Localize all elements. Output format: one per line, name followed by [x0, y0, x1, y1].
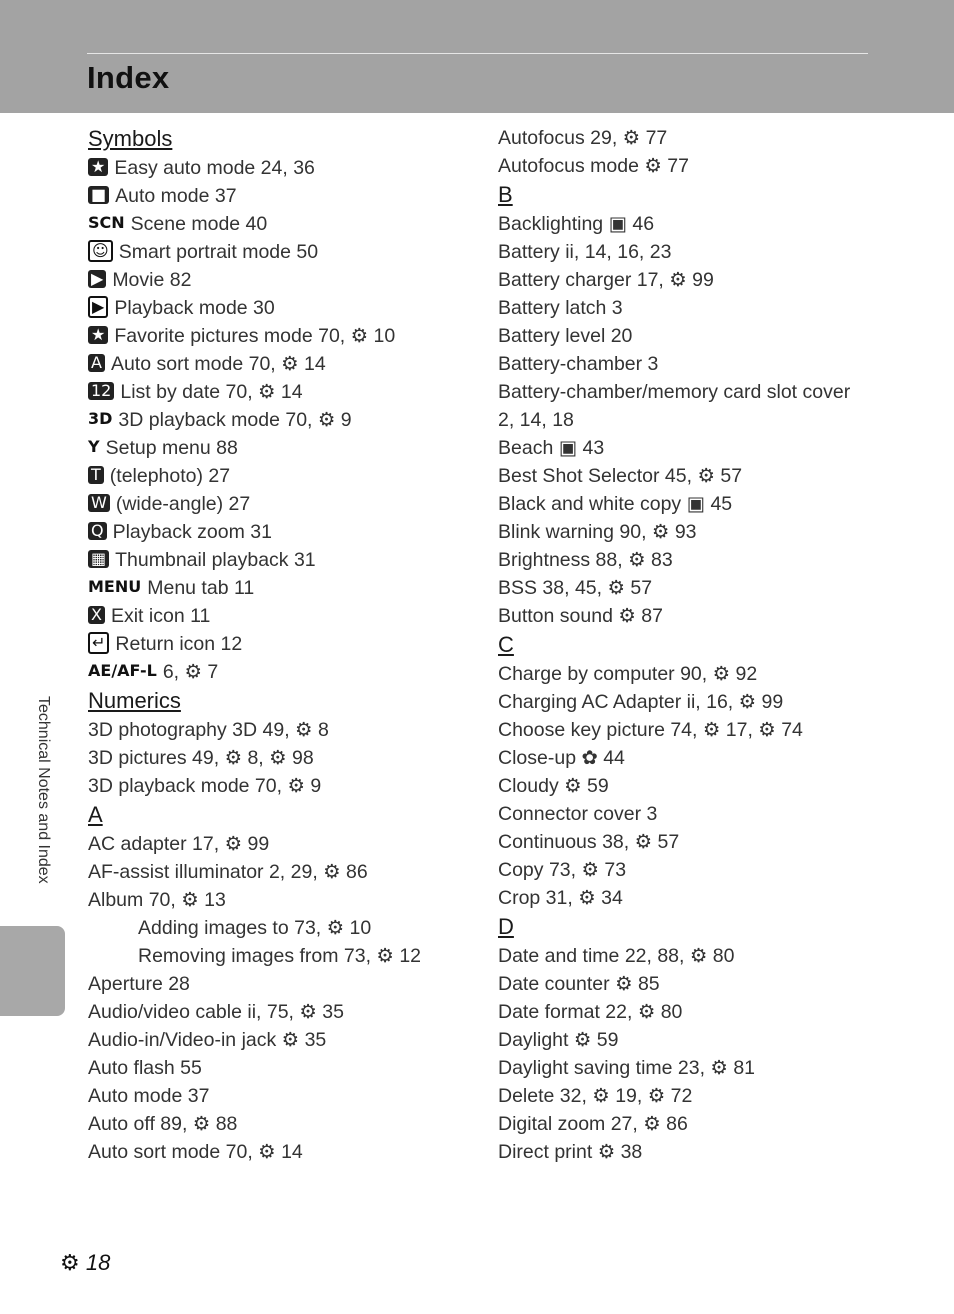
- section-side-label: Technical Notes and Index: [35, 696, 52, 884]
- index-entry-text: Autofocus mode ⚙ 77: [498, 155, 689, 177]
- index-entry-text: 3D playback mode 70, ⚙ 9: [88, 775, 322, 797]
- section-tab: [0, 926, 65, 1016]
- index-entry-text: Autofocus 29, ⚙ 77: [498, 127, 668, 149]
- index-entry-text: Aperture 28: [88, 973, 190, 995]
- index-entry: [88, 998, 478, 1026]
- index-entry-text: Direct print ⚙ 38: [498, 1141, 643, 1163]
- return-icon: ↵: [88, 632, 109, 654]
- index-entry-text: C: [498, 632, 514, 657]
- 3d-icon: 3D: [88, 409, 113, 428]
- index-entry-text: Easy auto mode 24, 36: [114, 157, 315, 179]
- index-entry: [88, 350, 478, 378]
- index-section-heading: [88, 124, 478, 154]
- index-entry-text: AC adapter 17, ⚙ 99: [88, 833, 270, 855]
- index-entry-text: B: [498, 182, 513, 207]
- index-entry: [88, 1026, 478, 1054]
- index-entry: [498, 210, 878, 238]
- index-entry-text: Scene mode 40: [130, 213, 268, 235]
- index-entry-text: Connector cover 3: [498, 803, 658, 825]
- auto-sort-icon: A: [88, 354, 105, 372]
- index-entry-text: Crop 31, ⚙ 34: [498, 887, 623, 909]
- index-entry: [498, 490, 878, 518]
- index-entry: [88, 858, 478, 886]
- index-entry-text: Backlighting ▣ 46: [498, 213, 655, 235]
- index-entry: [498, 856, 878, 884]
- index-entry-text: Choose key picture 74, ⚙ 17, ⚙ 74: [498, 719, 803, 741]
- index-entry: [498, 942, 878, 970]
- index-entry: [498, 1026, 878, 1054]
- index-entry: [498, 378, 878, 406]
- index-entry-text: Black and white copy ▣ 45: [498, 493, 733, 515]
- index-entry-text: 3D photography 3D 49, ⚙ 8: [88, 719, 329, 741]
- index-entry-text: Date counter ⚙ 85: [498, 973, 660, 995]
- index-entry: [498, 772, 878, 800]
- index-entry: [498, 322, 878, 350]
- index-entry-text: Delete 32, ⚙ 19, ⚙ 72: [498, 1085, 693, 1107]
- index-entry: [498, 238, 878, 266]
- index-entry: [88, 182, 478, 210]
- index-entry: [88, 210, 478, 238]
- menu-icon: MENU: [88, 577, 142, 596]
- index-entry-text: Date and time 22, 88, ⚙ 80: [498, 945, 735, 967]
- index-entry: [88, 744, 478, 772]
- index-entry: [498, 350, 878, 378]
- index-entry-text: Setup menu 88: [105, 437, 238, 459]
- index-entry-text: Digital zoom 27, ⚙ 86: [498, 1113, 688, 1135]
- index-entry-text: Battery latch 3: [498, 297, 623, 319]
- index-entry: [498, 828, 878, 856]
- index-entry-text: Battery charger 17, ⚙ 99: [498, 269, 714, 291]
- index-entry-text: Button sound ⚙ 87: [498, 605, 663, 627]
- thumbnail-icon: ▦: [88, 550, 109, 568]
- index-entry: [88, 490, 478, 518]
- index-entry-text: Battery ii, 14, 16, 23: [498, 241, 672, 263]
- wrench-icon: Y: [88, 437, 100, 456]
- index-entry-text: Continuous 38, ⚙ 57: [498, 831, 680, 853]
- index-entry-text: Movie 82: [112, 269, 192, 291]
- index-entry: [498, 546, 878, 574]
- index-entry-text: Playback zoom 31: [112, 521, 272, 543]
- index-subentry: [88, 942, 478, 970]
- index-entry: [88, 630, 478, 658]
- index-entry: [498, 998, 878, 1026]
- index-entry-text: Auto sort mode 70, ⚙ 14: [88, 1141, 303, 1163]
- index-entry: [88, 238, 478, 266]
- index-entry: [498, 462, 878, 490]
- index-entry-text: Thumbnail playback 31: [115, 549, 316, 571]
- index-entry: [498, 124, 878, 152]
- index-entry-text: AF-assist illuminator 2, 29, ⚙ 86: [88, 861, 368, 883]
- index-entry: [88, 462, 478, 490]
- index-entry-text: Copy 73, ⚙ 73: [498, 859, 627, 881]
- index-entry: [88, 294, 478, 322]
- header-band: [0, 0, 954, 113]
- index-column-left: [88, 124, 478, 1166]
- index-entry: [88, 886, 478, 914]
- index-section-heading: [88, 686, 478, 716]
- playback-icon: ▶: [88, 296, 108, 318]
- index-entry-text: Battery-chamber/memory card slot cover: [498, 381, 851, 403]
- index-entry-text: Album 70, ⚙ 13: [88, 889, 226, 911]
- camera-icon: ■: [88, 186, 109, 204]
- index-entry-text: Playback mode 30: [114, 297, 275, 319]
- index-entry: [498, 1082, 878, 1110]
- index-entry: [498, 602, 878, 630]
- index-section-heading: [498, 630, 878, 660]
- scene-icon: SCN: [88, 213, 125, 232]
- index-entry-text: List by date 70, ⚙ 14: [120, 381, 303, 403]
- index-entry-text: Return icon 12: [115, 633, 243, 655]
- telephoto-icon: T: [88, 466, 104, 484]
- index-entry-text: A: [88, 802, 103, 827]
- index-entry-text: (wide-angle) 27: [115, 493, 251, 515]
- index-entry-text: Smart portrait mode 50: [118, 241, 319, 263]
- index-entry: [88, 266, 478, 294]
- index-entry-text: Daylight ⚙ 59: [498, 1029, 619, 1051]
- index-entry-text: Battery-chamber 3: [498, 353, 659, 375]
- index-entry: [498, 688, 878, 716]
- index-entry: [88, 1054, 478, 1082]
- index-entry: [498, 1138, 878, 1166]
- index-entry-text: Cloudy ⚙ 59: [498, 775, 609, 797]
- index-entry: [88, 772, 478, 800]
- index-entry: [498, 744, 878, 772]
- index-entry: [498, 574, 878, 602]
- index-entry-text: Removing images from 73, ⚙ 12: [138, 945, 422, 967]
- index-entry-text: Audio/video cable ii, 75, ⚙ 35: [88, 1001, 344, 1023]
- index-entry-text: 3D pictures 49, ⚙ 8, ⚙ 98: [88, 747, 314, 769]
- index-entry: [88, 1138, 478, 1166]
- wide-angle-icon: W: [88, 494, 110, 512]
- index-section-heading: [498, 180, 878, 210]
- index-entry-text: Date format 22, ⚙ 80: [498, 1001, 683, 1023]
- index-entry-text: Numerics: [88, 688, 181, 713]
- index-entry-text: Blink warning 90, ⚙ 93: [498, 521, 697, 543]
- index-entry-text: Brightness 88, ⚙ 83: [498, 549, 673, 571]
- index-entry-text: Beach ▣ 43: [498, 437, 605, 459]
- index-entry: [498, 294, 878, 322]
- index-entry-text: Symbols: [88, 126, 173, 151]
- index-entry-text: Exit icon 11: [110, 605, 211, 627]
- index-entry-text: Audio-in/Video-in jack ⚙ 35: [88, 1029, 327, 1051]
- index-entry-text: Close-up ✿ 44: [498, 747, 625, 769]
- index-subentry: [88, 914, 478, 942]
- index-entry: [88, 546, 478, 574]
- index-entry: [498, 800, 878, 828]
- index-entry: [88, 1110, 478, 1138]
- index-entry-text: Charge by computer 90, ⚙ 92: [498, 663, 758, 685]
- page-title: Index: [87, 60, 170, 95]
- index-entry: [88, 154, 478, 182]
- index-entry: [88, 830, 478, 858]
- index-entry: [498, 266, 878, 294]
- header-divider: [87, 53, 868, 54]
- index-entry: [498, 406, 878, 434]
- index-entry: [88, 602, 478, 630]
- index-entry-text: Favorite pictures mode 70, ⚙ 10: [114, 325, 396, 347]
- index-entry: [88, 658, 478, 686]
- index-entry: [498, 152, 878, 180]
- easy-auto-icon: ★: [88, 158, 108, 176]
- index-entry: [88, 322, 478, 350]
- index-entry-text: (telephoto) 27: [109, 465, 231, 487]
- index-entry: [498, 716, 878, 744]
- index-entry: [88, 406, 478, 434]
- index-entry: [88, 970, 478, 998]
- index-entry: [88, 574, 478, 602]
- index-entry-text: D: [498, 914, 514, 939]
- index-entry: [88, 378, 478, 406]
- index-entry: [498, 970, 878, 998]
- zoom-icon: Q: [88, 522, 107, 540]
- smart-portrait-icon: ☺: [88, 240, 113, 262]
- index-entry: [88, 1082, 478, 1110]
- index-entry-text: Battery level 20: [498, 325, 633, 347]
- index-entry-text: Menu tab 11: [147, 577, 255, 599]
- index-entry: [498, 884, 878, 912]
- index-column-right: [498, 124, 878, 1166]
- index-entry: [88, 518, 478, 546]
- exit-icon: X: [88, 606, 105, 624]
- index-entry-text: Daylight saving time 23, ⚙ 81: [498, 1057, 756, 1079]
- index-entry: [88, 716, 478, 744]
- index-entry-text: Adding images to 73, ⚙ 10: [138, 917, 372, 939]
- favorite-icon: ★: [88, 326, 108, 344]
- index-entry-text: Auto flash 55: [88, 1057, 202, 1079]
- index-entry: [498, 1110, 878, 1138]
- index-entry-text: 3D playback mode 70, ⚙ 9: [118, 409, 352, 431]
- index-entry-text: BSS 38, 45, ⚙ 57: [498, 577, 653, 599]
- index-entry-text: Auto off 89, ⚙ 88: [88, 1113, 238, 1135]
- index-entry-text: 6, ⚙ 7: [162, 661, 219, 683]
- index-entry-text: Best Shot Selector 45, ⚙ 57: [498, 465, 743, 487]
- index-entry-text: Auto sort mode 70, ⚙ 14: [110, 353, 326, 375]
- page-number: ⚙ 18: [60, 1250, 111, 1275]
- index-entry: [498, 660, 878, 688]
- index-entry: [498, 1054, 878, 1082]
- index-entry: [498, 434, 878, 462]
- index-section-heading: [498, 912, 878, 942]
- index-entry-text: Auto mode 37: [115, 185, 237, 207]
- movie-icon: ▶: [88, 270, 106, 288]
- ae-af-lock-icon: AE/AF-L: [88, 661, 157, 680]
- list-by-date-icon: 12: [88, 382, 114, 400]
- index-entry-text: 2, 14, 18: [498, 409, 574, 431]
- index-entry: [88, 434, 478, 462]
- index-section-heading: [88, 800, 478, 830]
- index-entry: [498, 518, 878, 546]
- index-entry-text: Charging AC Adapter ii, 16, ⚙ 99: [498, 691, 784, 713]
- index-entry-text: Auto mode 37: [88, 1085, 210, 1107]
